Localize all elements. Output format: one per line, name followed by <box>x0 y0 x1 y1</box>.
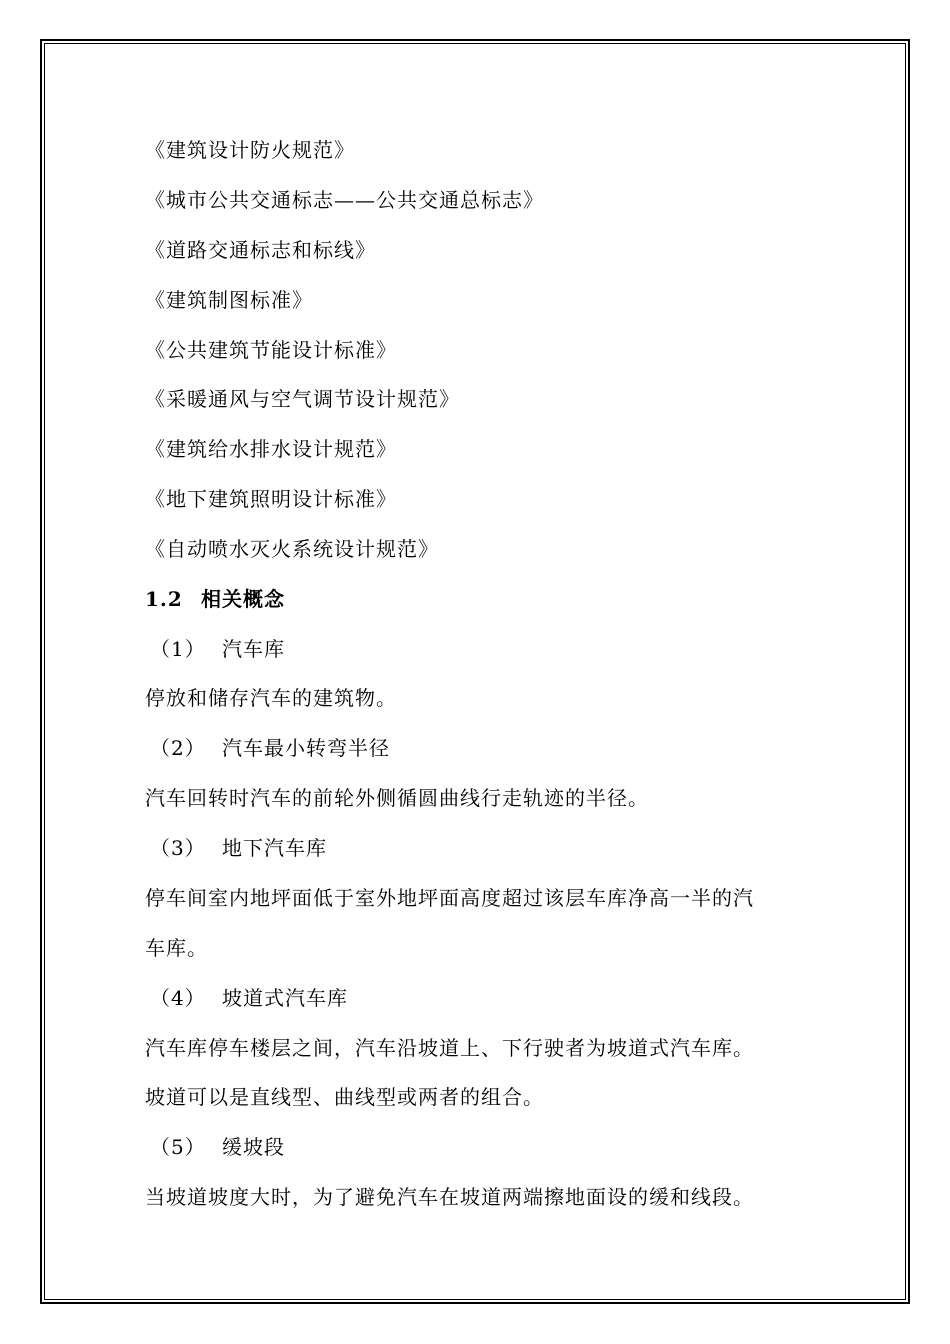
concept-definition: 当坡道坡度大时，为了避免汽车在坡道两端擦地面设的缓和线段。 <box>145 1185 754 1209</box>
concept-number: （4） <box>150 986 206 1010</box>
concept-definition: 停放和储存汽车的建筑物。 <box>145 686 397 710</box>
concept-number: （5） <box>150 1135 206 1159</box>
concept-term-row <box>150 637 285 661</box>
concept-term: 地下汽车库 <box>222 836 327 860</box>
standard-item: 《建筑制图标准》 <box>145 288 313 312</box>
standard-item: 《城市公共交通标志——公共交通总标志》 <box>145 188 544 212</box>
page-border-inner <box>44 43 906 1300</box>
concept-term: 缓坡段 <box>222 1135 285 1159</box>
concept-definition: 汽车库停车楼层之间，汽车沿坡道上、下行驶者为坡道式汽车库。 <box>145 1036 754 1060</box>
standard-item: 《地下建筑照明设计标准》 <box>145 487 397 511</box>
standard-item: 《建筑设计防火规范》 <box>145 138 355 162</box>
concept-definition: 坡道可以是直线型、曲线型或两者的组合。 <box>145 1085 544 1109</box>
concept-number: （1） <box>150 637 206 661</box>
standard-item: 《公共建筑节能设计标准》 <box>145 338 397 362</box>
concept-term: 汽车最小转弯半径 <box>222 736 390 760</box>
concept-term: 坡道式汽车库 <box>222 986 348 1010</box>
standard-item: 《道路交通标志和标线》 <box>145 238 376 262</box>
standard-item: 《建筑给水排水设计规范》 <box>145 437 397 461</box>
concept-number: （3） <box>150 836 206 860</box>
concept-definition: 汽车回转时汽车的前轮外侧循圆曲线行走轨迹的半径。 <box>145 786 649 810</box>
section-heading <box>145 587 285 611</box>
section-title: 相关概念 <box>201 587 285 611</box>
concept-definition: 停车间室内地坪面低于室外地坪面高度超过该层车库净高一半的汽 <box>145 886 754 910</box>
standard-item: 《自动喷水灭火系统设计规范》 <box>145 537 439 561</box>
concept-term-row <box>150 836 327 860</box>
standard-item: 《采暖通风与空气调节设计规范》 <box>145 387 460 411</box>
concept-term-row <box>150 1135 285 1159</box>
section-number: 1.2 <box>145 587 183 611</box>
concept-definition: 车库。 <box>145 936 208 960</box>
concept-term-row <box>150 986 348 1010</box>
concept-number: （2） <box>150 736 206 760</box>
concept-term: 汽车库 <box>222 637 285 661</box>
concept-term-row <box>150 736 390 760</box>
